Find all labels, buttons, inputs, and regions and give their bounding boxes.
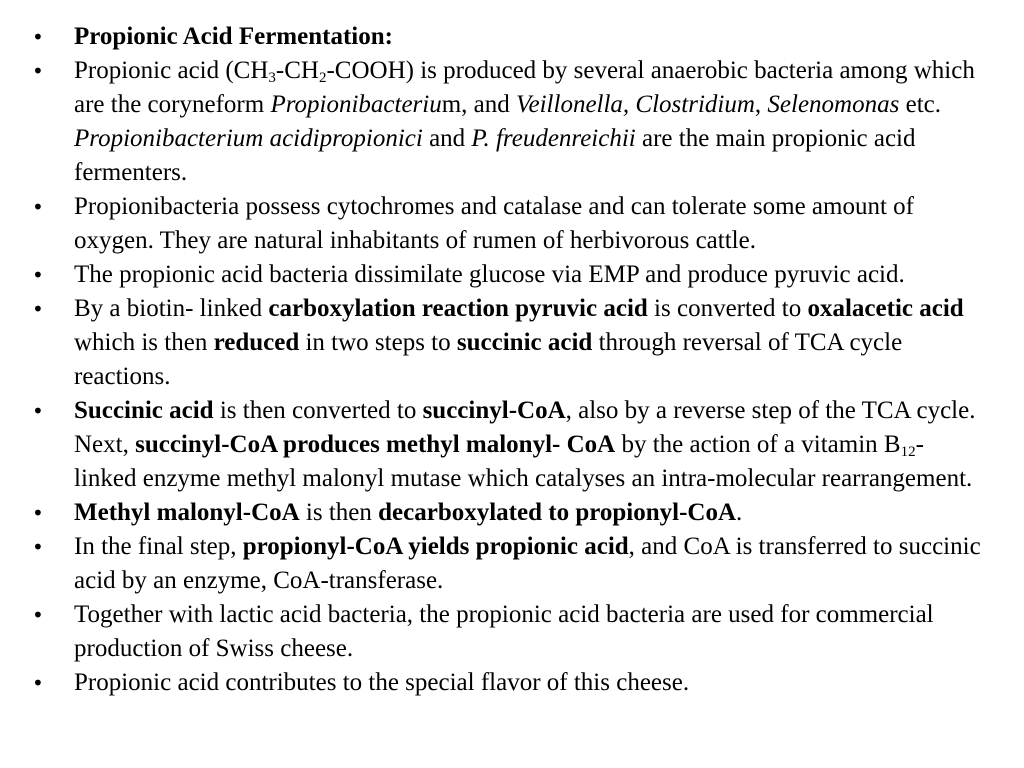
bullet-dot-icon: • [32,263,44,287]
bullet-item [0,54,1024,190]
bullet-text-segment: , and CoA is transferred to succinic acid by an enzyme, CoA-transferase. [74,533,981,594]
bullet-item [0,530,1024,598]
bullet-item [0,598,1024,666]
bullet-text-segment: Veillonella, Clostridium [516,91,755,118]
bullet-text-segment: 2 [318,70,327,86]
bullet-text-segment: m, and [441,91,517,118]
bullet-text-segment: Propionic acid contributes to the special flavor of this cheese. [74,669,690,696]
bullet-text-segment: -linked enzyme methyl malonyl mutase which catalyses an intra-molecular rearrangement. [74,431,973,492]
bullet-text-segment: reduced [213,329,300,356]
bullet-list [0,20,1024,700]
bullet-dot-icon: • [32,535,44,559]
bullet-text-segment: succinyl-CoA produces methyl malonyl- CoA [135,431,616,458]
bullet-text-segment: is then converted to [213,397,423,424]
bullet-text-segment: 12 [900,444,916,460]
bullet-dot-icon: • [32,399,44,423]
bullet-text-segment: Together with lactic acid bacteria, the propionic acid bacteria are used for commercial production of Swiss cheese. [74,601,934,662]
bullet-dot-icon: • [32,671,44,695]
bullet-item [0,496,1024,530]
bullet-text-segment: In the final step, [74,533,243,560]
bullet-text-segment: The propionic acid bacteria dissimilate glucose via EMP and produce pyruvic acid. [74,261,905,288]
bullet-text-segment: and [422,125,472,152]
bullet-text-segment: . [736,499,743,526]
bullet-text-segment: succinyl-CoA [422,397,566,424]
bullet-item [0,190,1024,258]
bullet-text-segment: P. freudenreichii [471,125,636,152]
bullet-text-segment: , also by a reverse step of the TCA cycle. Next, [74,397,976,458]
bullet-text-segment: -CH [275,57,319,84]
bullet-text-segment: Propionibacterium acidipropionici [74,125,423,152]
bullet-text-segment: through reversal of TCA cycle reactions. [74,329,903,390]
bullet-text-segment: is converted to [647,295,808,322]
bullet-text-segment: , [754,91,768,118]
bullet-dot-icon: • [32,501,44,525]
bullet-text-segment: which is then [74,329,214,356]
bullet-text-segment: 3 [268,70,276,86]
bullet-text-segment: in two steps to [299,329,457,356]
bullet-text-segment: decarboxylated to propionyl-CoA [378,499,737,526]
bullet-dot-icon: • [32,297,44,321]
bullet-text-segment: oxalacetic acid [807,295,964,322]
bullet-item [0,666,1024,700]
bullet-text-segment: carboxylation reaction pyruvic acid [268,295,648,322]
bullet-dot-icon: • [32,603,44,627]
bullet-item [0,258,1024,292]
bullet-text-segment: by the action of a vitamin B [615,431,901,458]
bullet-text-segment: propionyl-CoA yields propionic acid [242,533,629,560]
bullet-dot-icon: • [32,25,44,49]
bullet-text-segment: succinic acid [456,329,593,356]
bullet-text-segment: Methyl malonyl-CoA [74,499,300,526]
bullet-item [0,292,1024,394]
bullet-item [0,394,1024,496]
bullet-text-segment: Propionibacteria possess cytochromes and catalase and can tolerate some amount of oxygen. They are natural inhabitants of rumen of herbivorous cattle. [74,193,914,254]
bullet-text-segment: Succinic acid [74,397,214,424]
bullet-text-segment: -COOH) is produced by several anaerobic bacteria among which are the coryneform [74,57,975,118]
bullet-text-segment: etc. [899,91,941,118]
bullet-item [0,20,1024,54]
bullet-text-segment: Propionibacteriu [270,91,442,118]
bullet-text-segment: Selenomonas [767,91,900,118]
bullet-text-segment: By a biotin- linked [74,295,269,322]
bullet-dot-icon: • [32,59,44,83]
bullet-text-segment: Propionic Acid Fermentation: [74,23,393,50]
bullet-text-segment: are the main propionic acid fermenters. [74,125,916,186]
bullet-text-segment: Propionic acid (CH [74,57,269,84]
bullet-dot-icon: • [32,195,44,219]
bullet-text-segment: is then [299,499,379,526]
